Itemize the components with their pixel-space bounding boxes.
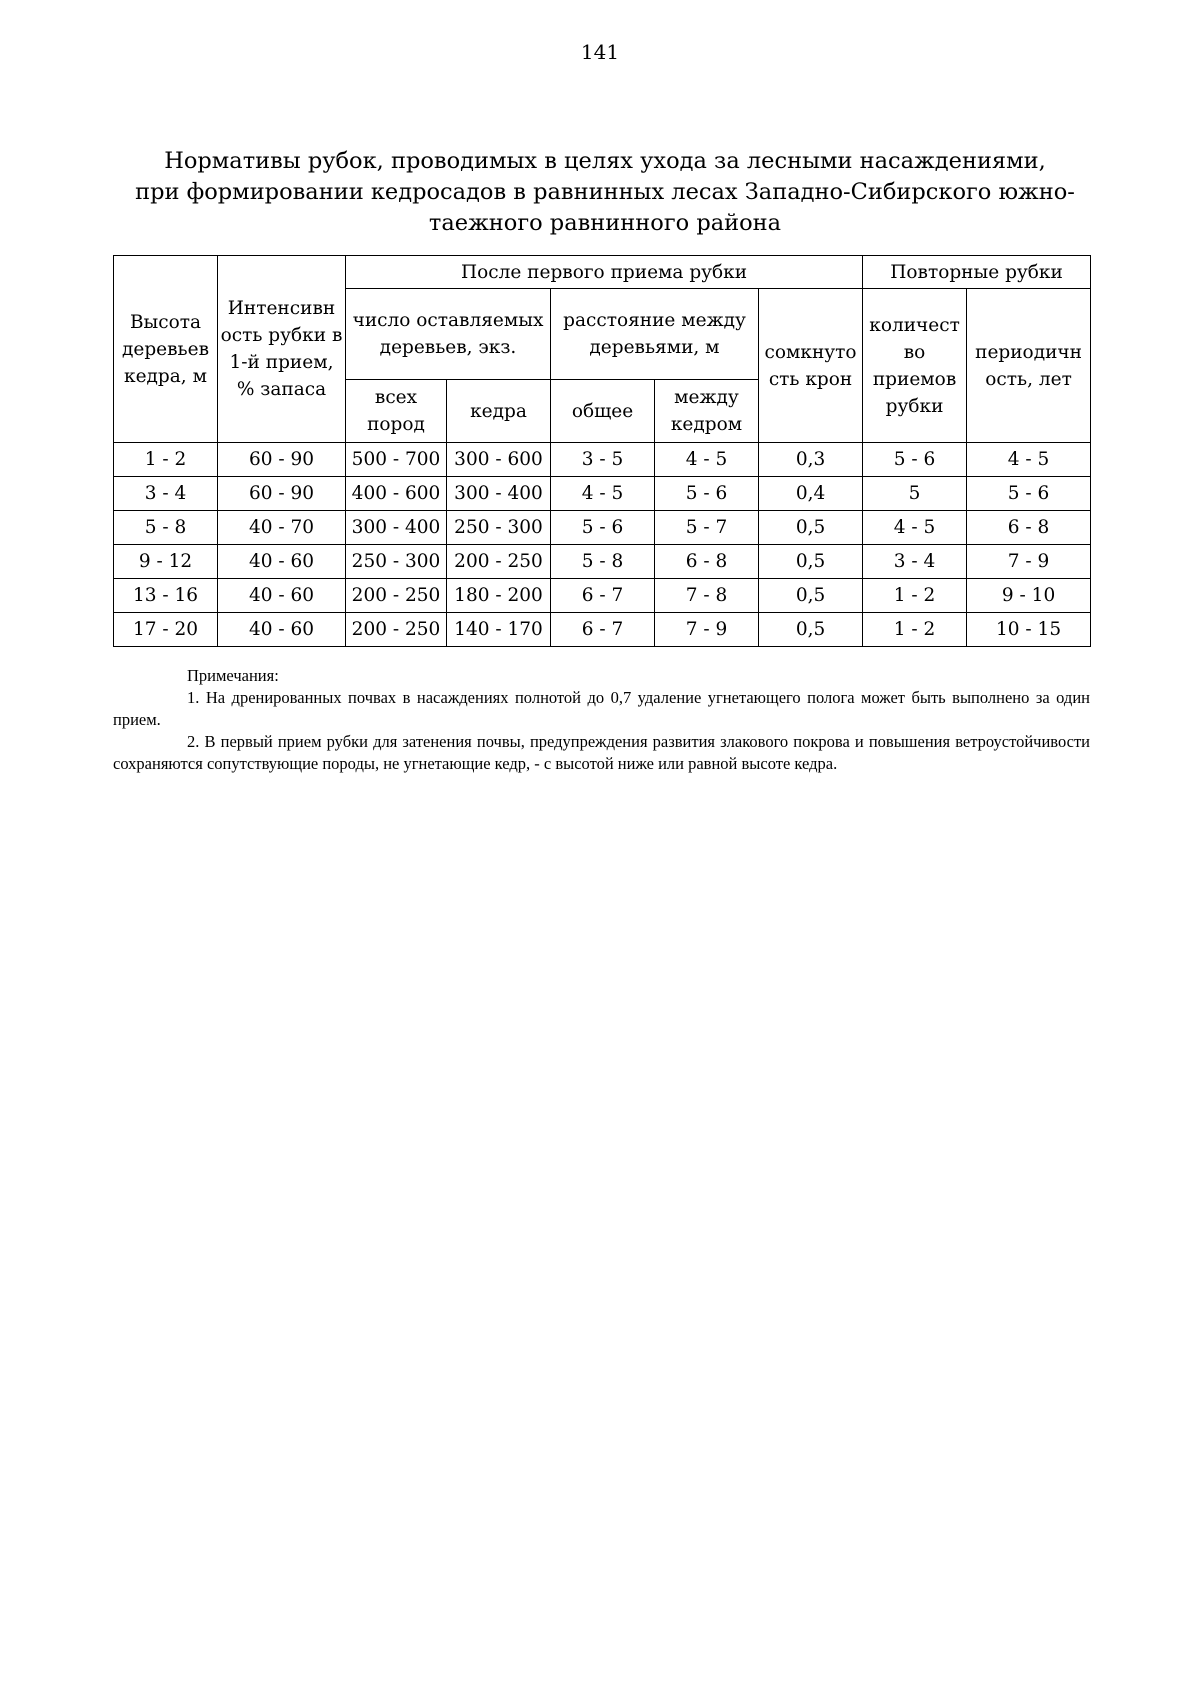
table-cell: 7 - 8 [655,579,759,613]
table-cell: 40 - 60 [218,545,346,579]
table-cell: 40 - 60 [218,613,346,647]
table-cell: 60 - 90 [218,443,346,477]
table-cell: 6 - 7 [551,579,655,613]
table-cell: 4 - 5 [863,511,967,545]
thinning-norms-table [113,255,1091,647]
table-row [114,511,1091,545]
header-cut-count: количест во приемов рубки [863,289,967,443]
title-line-2: при формировании кедросадов в равнинных лесах Западно-Сибирского южно- [135,179,1075,205]
table-cell: 250 - 300 [447,511,551,545]
table-cell: 400 - 600 [346,477,447,511]
table-row [114,477,1091,511]
table-cell: 5 - 8 [114,511,218,545]
header-all-species: всех пород [346,380,447,443]
table-cell: 250 - 300 [346,545,447,579]
table-cell: 200 - 250 [346,613,447,647]
table-cell: 140 - 170 [447,613,551,647]
table-cell: 4 - 5 [551,477,655,511]
table-cell: 10 - 15 [967,613,1091,647]
table-row [114,545,1091,579]
table-cell: 60 - 90 [218,477,346,511]
table-cell: 5 - 8 [551,545,655,579]
table-cell: 3 - 4 [114,477,218,511]
table-row [114,579,1091,613]
table-cell: 13 - 16 [114,579,218,613]
note-item: 1. На дренированных почвах в насаждениях полнотой до 0,7 удаление угнетающего полога может быть выполнено за один прием. [113,688,1090,729]
header-intensity: Интенсивн ость рубки в 1-й прием, % запаса [218,256,346,443]
table-cell: 200 - 250 [447,545,551,579]
table-cell: 0,5 [759,511,863,545]
note-item: 2. В первый прием рубки для затенения почвы, предупреждения развития злакового покрова и повышения ветроустойчивости сохраняются сопутствующие породы, не угнетающие кедр, - с высотой ниже или равной высоте кедра. [113,732,1090,773]
table-cell: 0,5 [759,613,863,647]
header-crown-closure: сомкнуто сть крон [759,289,863,443]
header-distance: расстояние между деревьями, м [551,289,759,380]
table-cell: 5 - 6 [551,511,655,545]
table-cell: 6 - 8 [967,511,1091,545]
table-cell: 3 - 4 [863,545,967,579]
table-cell: 5 - 7 [655,511,759,545]
table-cell: 40 - 70 [218,511,346,545]
table-cell: 180 - 200 [447,579,551,613]
table-cell: 5 - 6 [863,443,967,477]
document-title [110,146,1100,239]
table-cell: 6 - 7 [551,613,655,647]
table-row [114,613,1091,647]
table-cell: 500 - 700 [346,443,447,477]
table-cell: 0,3 [759,443,863,477]
table-cell: 0,5 [759,579,863,613]
header-between-cedar: между кедром [655,380,759,443]
table-cell: 300 - 600 [447,443,551,477]
header-general-distance: общее [551,380,655,443]
header-trees-left: число оставляемых деревьев, экз. [346,289,551,380]
table-cell: 5 - 6 [967,477,1091,511]
title-line-1: Нормативы рубок, проводимых в целях ухода за лесными насаждениями, [164,148,1046,174]
table-cell: 40 - 60 [218,579,346,613]
table-cell: 5 - 6 [655,477,759,511]
table-cell: 7 - 9 [967,545,1091,579]
table-cell: 300 - 400 [447,477,551,511]
table-cell: 1 - 2 [863,579,967,613]
table-cell: 300 - 400 [346,511,447,545]
table-cell: 5 [863,477,967,511]
header-cedar: кедра [447,380,551,443]
table-cell: 1 - 2 [863,613,967,647]
table-cell: 4 - 5 [967,443,1091,477]
title-line-3: таежного равнинного района [428,210,782,236]
table-cell: 17 - 20 [114,613,218,647]
table-cell: 0,4 [759,477,863,511]
table-row [114,443,1091,477]
table-cell: 6 - 8 [655,545,759,579]
notes-heading: Примечания: [187,666,279,685]
page-number: 141 [580,40,620,64]
header-tree-height: Высота деревьев кедра, м [114,256,218,443]
table-cell: 7 - 9 [655,613,759,647]
table-cell: 0,5 [759,545,863,579]
header-periodicity: периодичн ость, лет [967,289,1091,443]
header-after-first-cut: После первого приема рубки [346,256,863,289]
notes-section [113,665,1090,775]
table-cell: 4 - 5 [655,443,759,477]
table-cell: 3 - 5 [551,443,655,477]
table-cell: 200 - 250 [346,579,447,613]
table-cell: 1 - 2 [114,443,218,477]
header-repeat-cuts: Повторные рубки [863,256,1091,289]
table-cell: 9 - 12 [114,545,218,579]
table-cell: 9 - 10 [967,579,1091,613]
